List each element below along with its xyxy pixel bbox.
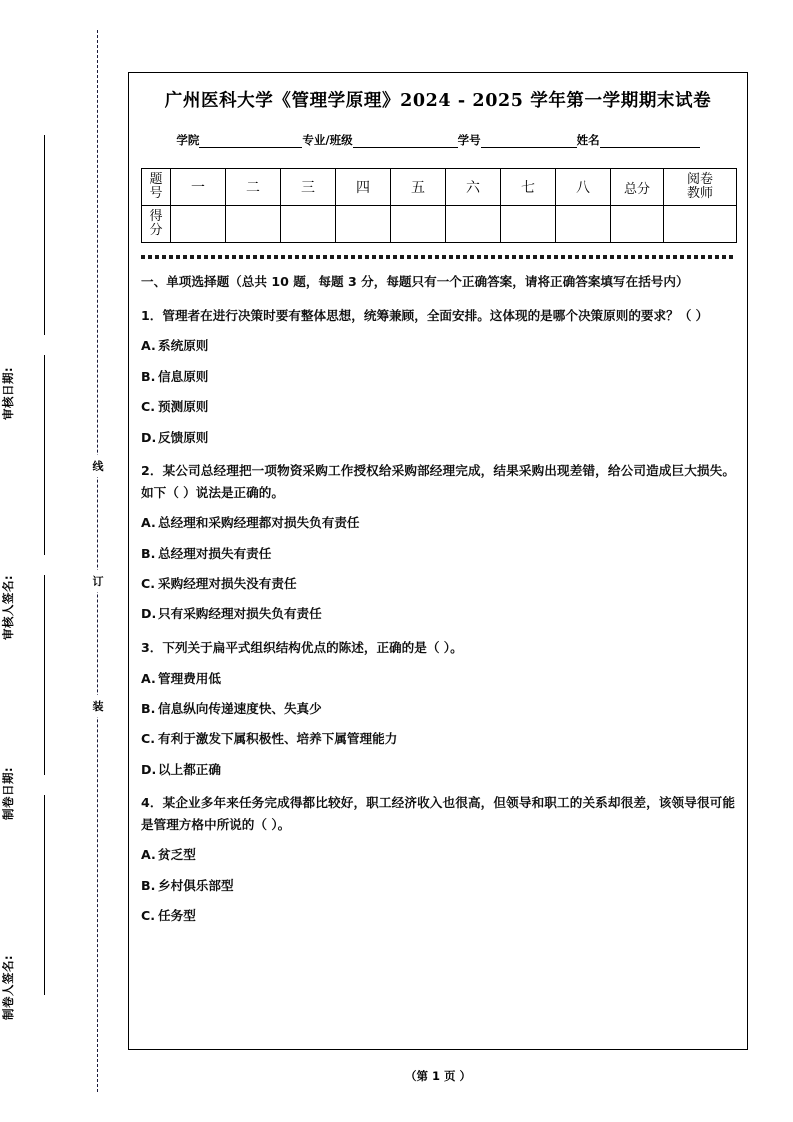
question-2-option-b[interactable] <box>141 543 735 564</box>
question-4-option-a[interactable] <box>141 844 735 865</box>
exam-title: 广州医科大学《管理学原理》2024 - 2025 学年第一学期期末试卷 <box>164 91 712 111</box>
student-info-row <box>141 132 735 148</box>
question-2-option-a[interactable] <box>141 512 735 533</box>
question-3-option-c[interactable] <box>141 728 735 749</box>
field-college-label: 学院 <box>176 133 200 147</box>
column-header-grader-line2: 教师 <box>686 186 713 201</box>
margin-underline-paper-date <box>44 575 45 775</box>
question-2-option-c[interactable] <box>141 573 735 594</box>
margin-label-composer-signature: 制卷人签名: <box>1 954 15 1020</box>
question-2-option-d[interactable] <box>141 603 735 624</box>
question-2-option-a-letter: A. <box>141 515 156 531</box>
binding-dashed-line <box>97 30 98 1092</box>
question-3-option-a[interactable] <box>141 668 735 689</box>
question-4-option-c[interactable] <box>141 905 735 926</box>
score-cell-5[interactable] <box>391 206 446 243</box>
question-3-option-d-text: 以上都正确 <box>158 761 221 777</box>
question-3-option-b[interactable] <box>141 698 735 719</box>
field-major-class-input[interactable] <box>353 134 458 148</box>
score-cell-6[interactable] <box>446 206 501 243</box>
margin-underline-auditor-signature <box>44 355 45 555</box>
question-2-option-b-letter: B. <box>141 545 156 561</box>
row-header-question-number <box>142 169 171 206</box>
question-2-option-a-text: 总经理和采购经理都对损失负有责任 <box>158 515 360 531</box>
score-cell-7[interactable] <box>501 206 556 243</box>
field-college <box>176 132 302 148</box>
question-2-option-c-text: 采购经理对损失没有责任 <box>158 576 297 592</box>
dotted-separator <box>141 255 735 259</box>
binding-char-fasten: 装 <box>90 695 106 717</box>
question-2-option-c-letter: C. <box>141 576 156 592</box>
exam-body <box>141 271 735 927</box>
question-4-option-a-letter: A. <box>141 847 156 863</box>
section-heading: 一、单项选择题（总共 10 题，每题 3 分，每题只有一个正确答案，请将正确答案填写在括号内） <box>141 274 689 289</box>
score-cell-3[interactable] <box>281 206 336 243</box>
column-header-2: 二 <box>226 169 281 206</box>
question-1 <box>141 305 735 448</box>
question-2 <box>141 460 735 625</box>
table-row-scores <box>142 206 737 243</box>
question-2-option-b-text: 总经理对损失有责任 <box>158 545 272 561</box>
column-header-total: 总分 <box>611 169 664 206</box>
question-4-stem: 4．某企业多年来任务完成得都比较好，职工经济收入也很高，但领导和职工的关系却很差，该领导很可能是管理方格中所说的（ ）。 <box>141 795 735 832</box>
question-1-option-a-letter: A. <box>141 338 156 354</box>
field-student-id-label: 学号 <box>457 133 481 147</box>
question-3 <box>141 637 735 780</box>
question-3-stem: 3．下列关于扁平式组织结构优点的陈述，正确的是（ ）。 <box>141 639 463 655</box>
question-1-option-b-letter: B. <box>141 368 156 384</box>
table-row-question-numbers <box>142 169 737 206</box>
field-name-label: 姓名 <box>576 133 600 147</box>
question-2-option-d-letter: D. <box>141 606 157 622</box>
row-header-score-char1: 得 <box>149 209 163 225</box>
column-header-7: 七 <box>501 169 556 206</box>
question-4-option-c-letter: C. <box>141 908 156 924</box>
question-4 <box>141 792 735 927</box>
score-cell-4[interactable] <box>336 206 391 243</box>
score-cell-grader[interactable] <box>664 206 737 243</box>
score-cell-2[interactable] <box>226 206 281 243</box>
question-4-option-a-text: 贫乏型 <box>158 847 196 863</box>
question-3-option-b-text: 信息纵向传递速度快、失真少 <box>158 700 322 716</box>
question-3-option-d-letter: D. <box>141 761 157 777</box>
column-header-3: 三 <box>281 169 336 206</box>
column-header-6: 六 <box>446 169 501 206</box>
column-header-grader-line1: 阅卷 <box>686 171 713 187</box>
field-major-class-label: 专业/班级 <box>302 133 353 147</box>
field-name <box>577 132 700 148</box>
question-3-option-a-letter: A. <box>141 670 156 686</box>
question-4-option-b-letter: B. <box>141 877 156 893</box>
question-3-option-d[interactable] <box>141 759 735 780</box>
margin-label-auditor-signature: 审核人签名: <box>1 574 15 640</box>
row-header-question-number-char1: 题 <box>149 172 163 188</box>
margin-underline-composer-signature <box>44 795 45 995</box>
margin-label-audit-date: 审核日期: <box>1 366 15 420</box>
page-footer: （第 1 页 ） <box>404 1069 471 1083</box>
field-student-id <box>458 132 577 148</box>
column-header-8: 八 <box>556 169 611 206</box>
question-1-option-c-letter: C. <box>141 399 156 415</box>
score-table <box>141 168 737 243</box>
row-header-score <box>142 206 171 243</box>
question-1-option-a-text: 系统原则 <box>158 338 209 354</box>
margin-label-paper-date: 制卷日期: <box>1 766 15 820</box>
question-1-option-a[interactable] <box>141 335 735 356</box>
question-2-stem: 2．某公司总经理把一项物资采购工作授权给采购部经理完成，结果采购出现差错，给公司造成巨大损失。如下（ ）说法是正确的。 <box>141 462 735 500</box>
field-name-input[interactable] <box>600 134 700 148</box>
question-4-option-b-text: 乡村俱乐部型 <box>158 877 234 893</box>
binding-char-bind: 订 <box>90 570 106 592</box>
question-3-option-b-letter: B. <box>141 700 156 716</box>
question-1-stem: 1．管理者在进行决策时要有整体思想，统筹兼顾，全面安排。这体现的是哪个决策原则的要求？（ ） <box>141 307 709 323</box>
question-1-option-c-text: 预测原则 <box>158 399 209 415</box>
column-header-grader <box>664 169 737 206</box>
column-header-4: 四 <box>336 169 391 206</box>
field-student-id-input[interactable] <box>481 134 577 148</box>
question-2-option-d-text: 只有采购经理对损失负有责任 <box>158 606 322 622</box>
question-4-option-c-text: 任务型 <box>158 908 196 924</box>
question-1-option-d[interactable] <box>141 427 735 448</box>
field-major-class <box>302 132 457 148</box>
score-cell-total[interactable] <box>611 206 664 243</box>
margin-underline-audit-date <box>44 135 45 335</box>
exam-content-frame <box>128 72 748 1050</box>
question-1-option-d-text: 反馈原则 <box>158 429 209 445</box>
score-cell-8[interactable] <box>556 206 611 243</box>
question-3-option-a-text: 管理费用低 <box>158 670 221 686</box>
question-3-option-c-letter: C. <box>141 731 156 747</box>
question-4-option-b[interactable] <box>141 875 735 896</box>
row-header-question-number-char2: 号 <box>149 186 163 201</box>
question-1-option-b-text: 信息原则 <box>158 368 209 384</box>
question-3-option-c-text: 有利于激发下属积极性、培养下属管理能力 <box>158 731 398 747</box>
column-header-1: 一 <box>171 169 226 206</box>
column-header-5: 五 <box>391 169 446 206</box>
score-cell-1[interactable] <box>171 206 226 243</box>
question-1-option-d-letter: D. <box>141 429 157 445</box>
field-college-input[interactable] <box>199 134 302 148</box>
binding-char-line: 线 <box>90 455 106 477</box>
row-header-score-char2: 分 <box>149 223 163 238</box>
question-1-option-c[interactable] <box>141 396 735 417</box>
question-1-option-b[interactable] <box>141 366 735 387</box>
